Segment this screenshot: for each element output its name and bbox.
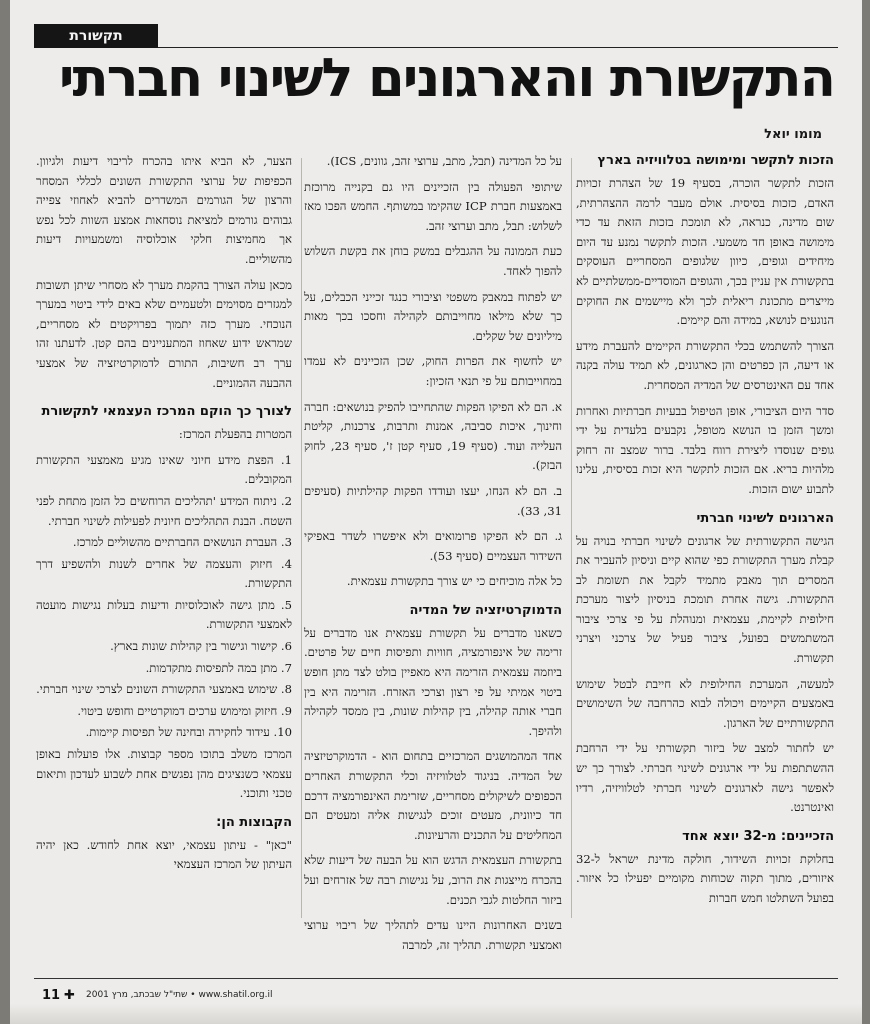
list-item: ב. הם לא הנחו, יעצו ועודדו הפקות קהילתיות (סעיפים 31, 33). (304, 483, 562, 518)
plus-icon: ✚ (64, 988, 75, 1003)
footer-text: www.shatil.org.il • שתי"ל שבכתב, מרץ 2001 (86, 990, 273, 1000)
paragraph: הצורך להשתמש בכלי התקשורת הקיימים להעברת מידע או דיעה, הן כפרטים והן כארגונים, לא תמיד עולה בקנה אחד עם האינטרסים של המדיה המסחרית. (576, 338, 834, 392)
list-item: 6. קישור וגישור בין קהילות שונות בארץ. (110, 639, 292, 654)
paragraph: הגישה התקשורתית של ארגונים לשינוי חברתי בנויה על קבלת מערך התקשורת כפי שהוא קיים וניסיון להעביר את המסרים תוך מאבק מתמיד לקבל את תשומת לב התקשורת. גישה אחרת תומכת בניסיון ליצור מערכת חילופית לקיימת, עצמאית ומנוהלת על פי צרכי ציבור המשתמשים בפועל, ציבור פעיל של צרכני ויצרני תקשורת. (576, 533, 834, 666)
list-item: 7. מתן במה לתפיסות מתקדמות. (145, 660, 292, 675)
column-middle (304, 152, 562, 952)
paragraph: סדר היום הציבורי, אופן הטיפול בבעיות חברתיות ואחרות ומשך הזמן בו הנושא מטופל, נקבעים בלעדית על ידי גופים שנוסדו ליצירת רווח בלבד. ברור שמצב זה רחוק מלהיות בריא. אם הזכות לתקשר היא זכות בסיסית, עלינו לתבוע ישום הזכות. (576, 403, 834, 496)
column-divider (571, 158, 572, 918)
page-edge-shadow (10, 1004, 862, 1024)
page-title: התקשורת והארגונים לשינוי חברתי (58, 48, 834, 109)
paragraph: יש לפתוח במאבק משפטי וציבורי כנגד זכייני הכבלים, על כך שלא מילאו מחוייבותם לקהילה וחסכו בכך מאות מיליונים של שקלים. (304, 289, 562, 343)
paragraph: יש לחתור למצב של ביזור תקשורתי על ידי הרחבת ההשתתפות על ידי ארגונים לשינוי חברתי. לצורך כך יש לאפשר גישה לארגונים לשינוי חברתי לטלוויזיה, רדיו ואינטרנט. (576, 741, 834, 815)
paragraph: בתקשורת העצמאית הדגש הוא על הבעה של דיעות שלא בהכרח מייצגות את הרוב, על נגישות רבה של אזרחים ועל ביזור החלטות לגבי תכנים. (304, 853, 562, 907)
list-item: 8. שימוש באמצעי התקשורת השונים לצרכי שינוי חברתי. (36, 682, 292, 697)
paragraph: המרכז משלב בתוכו מספר קבוצות. אלו פועלות באופן עצמאי כשנציגים מהן נפגשים אחת לשבוע לעדכון ותיאום טכני ותוכני. (36, 747, 292, 801)
goals-list (36, 451, 292, 743)
paragraph: למעשה, המערכת החילופית לא חייבת לבטל שימוש באמצעים הקיימים ויכולה לבוא כהרחבה של השימושים התקשורתיים של הארגון. (576, 676, 834, 730)
footer-rule (34, 978, 838, 979)
paragraph: אחד המהמושגים המרכזיים בתחום הוא - הדמוקרטיזציה של המדיה. בניגוד לטלוויזיה וכלי התקשורת האחרים הכפופים לשיקולים מסחריים, שזרימת האינפורמציה דרכם חד כיוונית, מעטים זוכים לנגישות אליה ומעטים הם המחליטים על התכנים והרעיונות. (304, 749, 562, 842)
paragraph: בחלוקת זכויות השידור, חולקה מדינת ישראל ל-32 איזורים, מתוך תקוה שכוחות מקומיים יפעילו כל איזור. בפועל השתלטו חמש חברות (576, 851, 834, 905)
paragraph: מכאן עולה הצורך בהקמת מערך לא מסחרי שיתן תשובות למגזרים מסוימים ולטעמיים שלא באים לידי ביטוי במערך הנוכחי. מערך כזה יתמוך בפרויקטים לא מסחריים, שמראש ידוע שאחוז המתעניינים בהם קטן. לדעתנו זהו ערך רב חשיבות, התורם לדמוקרטיזציה של אמצעי ההבעה ההמוניים. (36, 277, 292, 390)
byline: מומו יואל (764, 127, 822, 142)
paragraph: כשאנו מדברים על תקשורת עצמאית אנו מדברים על זרימה של אינפורמציה, חוויות ותפיסות חיים של פרטים. ביוזמה עצמאית הזרימה היא מאפיין בולט לצד מתן חופש ביטוי אמיתי על פי רצון וצרכי האזרח. הזרימה היא בין חברי אותה קהילה, בין קהילות שונות, בין ממסד לקהילה ולהיפך. (304, 625, 562, 738)
column-divider (301, 158, 302, 918)
paragraph: שיתופי הפעולה בין הזכיינים היו גם בקנייה מרוכזת באמצעות חברת ICP שהקימו במשותף. החמש הפכו מאז לשלוש: תבל, מתב וערוצי זהב. (304, 179, 562, 233)
subheading: הקבוצות הן: (216, 814, 292, 830)
list-item: 4. חיזוק והעצמה של אחרים לשנות ולהשפיע דרך התקשורת. (36, 556, 292, 591)
paragraph: המטרות בהפעלת המרכז: (178, 427, 292, 442)
paragraph: הצער, לא הביא איתו בהכרח לריבוי דיעות ולגיוון. הכפיפות של ערוצי התקשורת השונים לכללי המסחר והרצון של הגורמים המשדרים להביא לאחוזי צפייה גבוהים גורמים למציאת נוסחאות אמצע השוות לכל נפש אך מחמיצות חלקי אוכלוסיה ומשמעויות דיעות מהשוליים. (36, 154, 292, 266)
subheading: לצורך כך הוקם המרכז העצמאי לתקשורת (41, 404, 292, 420)
subheading: הזכיינים: מ-32 יוצא אחד (682, 828, 834, 844)
subheading: הארגונים לשינוי חברתי (696, 510, 834, 526)
page-number: 11 (42, 988, 61, 1003)
paragraph: כעת הממונה על ההגבלים במשק בוחן את בקשת השלוש להפוך לאחד. (304, 244, 562, 278)
list-item: א. הם לא הפיקו הפקות שהתחייבו להפיק בנושאים: חברה וחינוך, איכות סביבה, אמנות ותרבות, צרכנות, קליטת העלייה ועוד. (סעיף 19, סעיף קטן ז', סעיף 23, לחוק הבזק). (304, 399, 562, 473)
list-item: 3. העברת הנושאים החברתיים מהשוליים למרכז. (72, 535, 292, 550)
magazine-page (10, 0, 862, 1024)
paragraph: על כל המדינה (תבל, מתב, ערוצי זהב, גוונים, ICS). (326, 154, 562, 168)
column-right (576, 152, 834, 944)
list-item: 2. ניתוח המידע 'תהליכים הרוחשים כל הזמן מתחת לפני השטח. הבנת התהליכים חיונית לפעילות לשינוי חברתי. (36, 493, 292, 528)
paragraph: כל אלה מוכיחים כי יש צורך בתקשורת עצמאית. (346, 574, 562, 589)
column-left (36, 152, 292, 944)
subheading: הדמוקרטיזציה של המדיה (409, 602, 562, 618)
list-item: 9. חיזוק ומימוש ערכים דמוקרטיים וחופש ביטוי. (77, 703, 292, 718)
list-item: 5. מתן גישה לאוכלוסיות ודיעות בעלות נגישות מועטה לאמצעי התקשורת. (36, 597, 292, 632)
subheading: הזכות לתקשר ומימושה בטלוויזיה בארץ (597, 153, 834, 168)
section-tag: תקשורת (34, 24, 158, 48)
paragraph: בשנים האחרונות היינו עדים לתהליך של ריבוי ערוצי ואמצעי תקשורת. תהליך זה, למרבה (304, 918, 562, 952)
list-item: ג. הם לא הפיקו פרומואים ולא איפשרו לשדר באפיקי השידור העצמיים (סעיף 53). (304, 529, 562, 563)
paragraph: הזכות לתקשר הוכרה, בסעיף 19 של הצהרת זכויות האדם, כזכות בסיסית. אולם מעבר לרמה ההצהרתית, שום מדינה, כנראה, לא תומכת בזכות הזאת עד כדי מימושה באופן חד משמעי. הזכות לתקשר נמנע עד היום מיחידים וגופים, כיוון שלגופים המסחריים העוסקים בתקשורת אין עניין בכך, והגופים המוסדיים-ממשלתיים לא מייצרים מתכונת ריאלית לכך ולא מיישמים את החוקים הנוגעים לנושא, במידה והם קיימים. (576, 176, 835, 328)
paragraph: יש לחשוף את הפרות החוק, שכן הזכיינים לא עמדו במחוייבותם על פי תנאי הזכיון: (304, 354, 562, 388)
list-item: 10. עידוד לחקירה ובחינה של תפיסות קיימות. (85, 725, 292, 740)
list-item: 1. הפצת מידע חיוני שאינו מגיע מאמצעי התקשורת המקובלים. (36, 452, 292, 487)
paragraph: "כאן" - עיתון עצמאי, יוצא אחת לחודש. כאן יהיה העיתון של המרכז העצמאי (36, 837, 292, 872)
